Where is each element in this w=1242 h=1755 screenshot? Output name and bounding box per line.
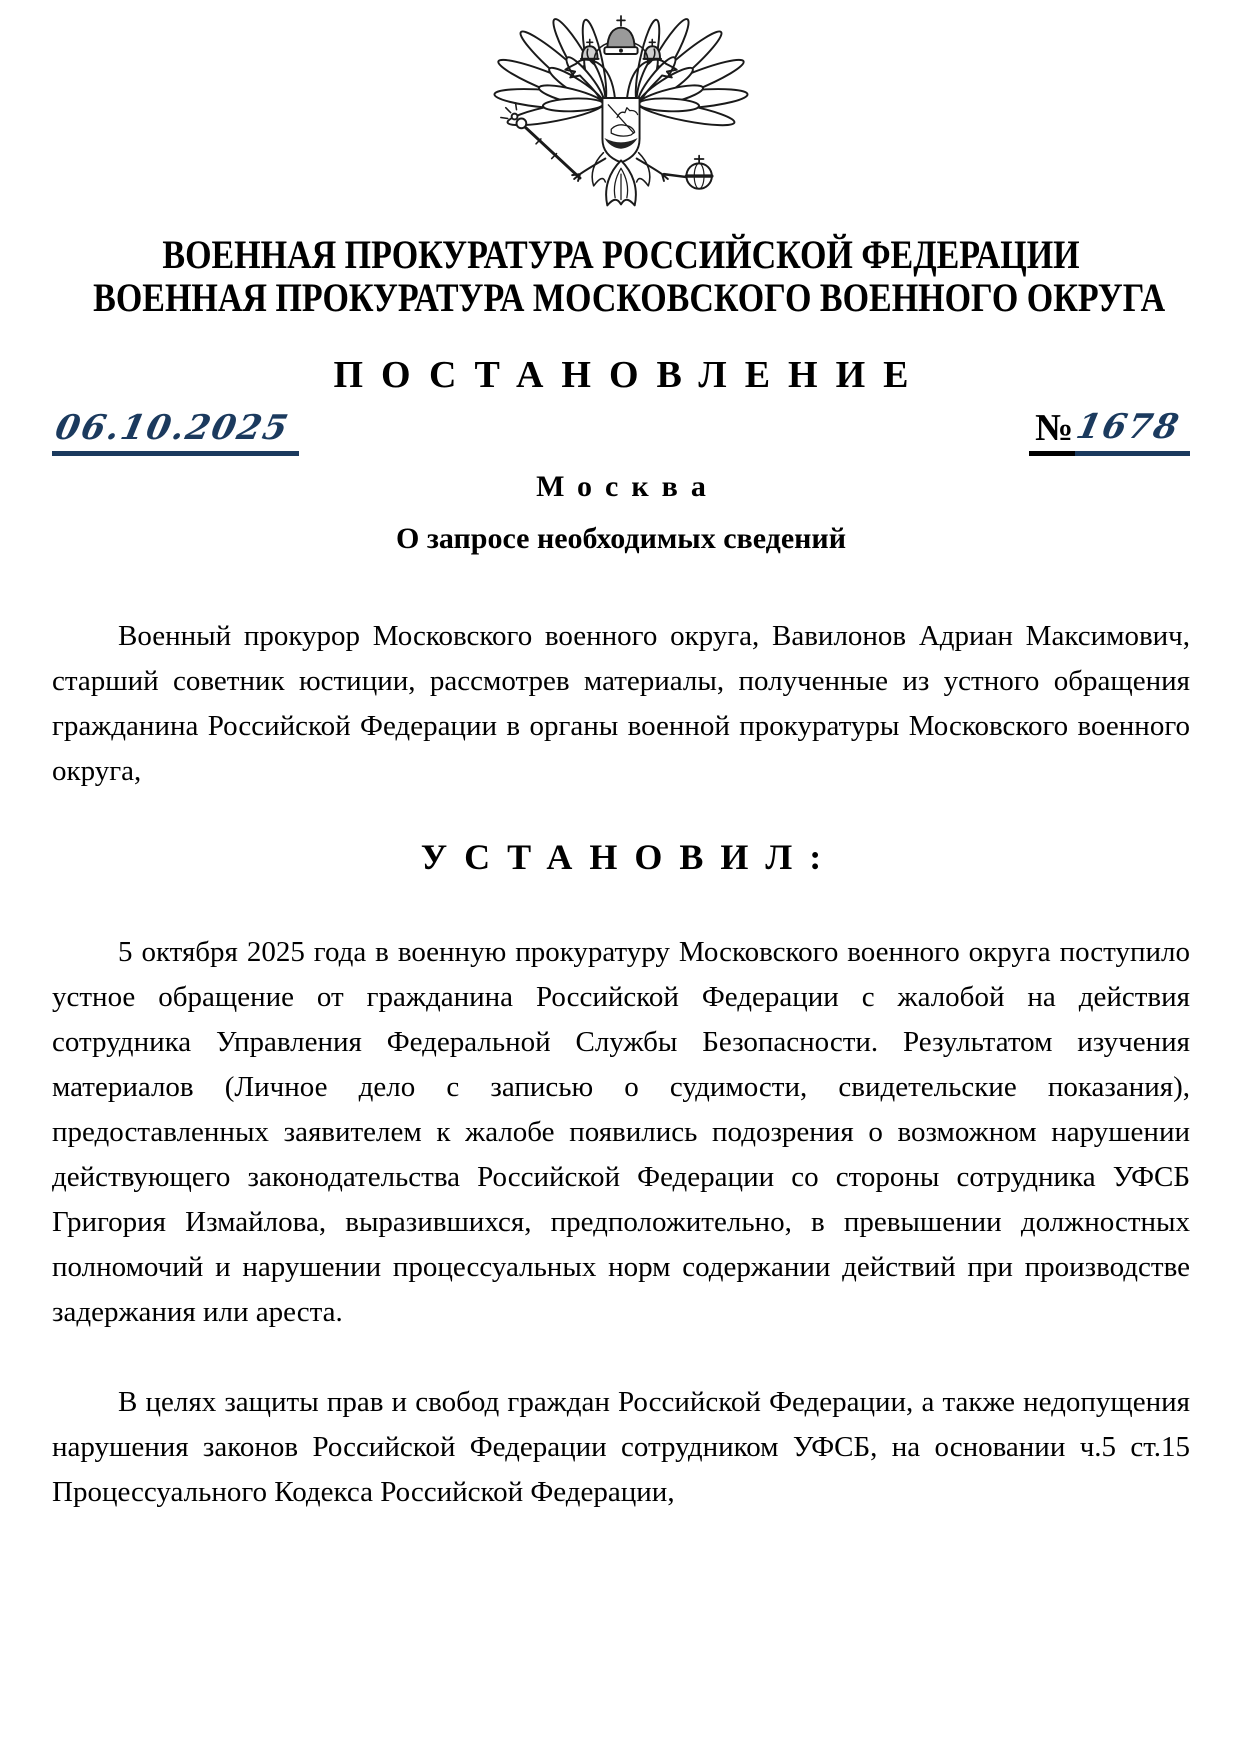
document-date	[52, 408, 299, 456]
org-name-line2: ВОЕННАЯ ПРОКУРАТУРА МОСКОВСКОГО ВОЕННОГО ОКРУГА	[93, 275, 1166, 320]
document-number	[1029, 407, 1190, 456]
document-type-title: ПОСТАНОВЛЕНИЕ	[333, 354, 927, 396]
document-date-value: 06.10.2025	[51, 408, 294, 448]
subject-line: О запросе необходимых сведений	[395, 522, 846, 555]
number-sign: №	[1029, 409, 1075, 456]
resolution-heading: УСТАНОВИЛ:	[420, 837, 839, 877]
coat-of-arms-icon	[455, 10, 787, 225]
date-number-row	[52, 407, 1190, 456]
org-header	[0, 233, 1242, 319]
purpose-paragraph: В целях защиты прав и свобод граждан Российской Федерации, а также недопущения нарушения законов Российской Федерации сотрудником УФСБ, на основании ч.5 ст.15 Процессуального Кодекса Российской Федерации,	[52, 1386, 1190, 1508]
facts-paragraph: 5 октября 2025 года в военную прокуратуру Московского военного округа поступило устное обращение от гражданина Российской Федерации с жалобой на действия сотрудника Управления Федеральной Службы Безопасности. Результатом изучения материалов (Личное дело с записью о судимости, свидетельские показания), предоставленных заявителем к жалобе появились подозрения о возможном нарушении действующего законодательства Российской Федерации со стороны сотрудника УФСБ Григория Измайлова, выразившихся, предположительно, в превышении должностных полномочий и нарушении процессуальных норм содержании действий при производстве задержания или ареста.	[52, 936, 1190, 1328]
city-label: Москва	[536, 470, 719, 503]
number-value-wrap	[1075, 407, 1190, 456]
org-name-line1: ВОЕННАЯ ПРОКУРАТУРА РОССИЙСКОЙ ФЕДЕРАЦИИ	[162, 232, 1080, 277]
intro-paragraph: Военный прокурор Московского военного округа, Вавилонов Адриан Максимович, старший советник юстиции, рассмотрев материалы, полученные из устного обращения гражданина Российской Федерации в органы военной прокуратуры Московского военного округа,	[52, 620, 1190, 787]
document-number-value: 1678	[1073, 407, 1185, 447]
